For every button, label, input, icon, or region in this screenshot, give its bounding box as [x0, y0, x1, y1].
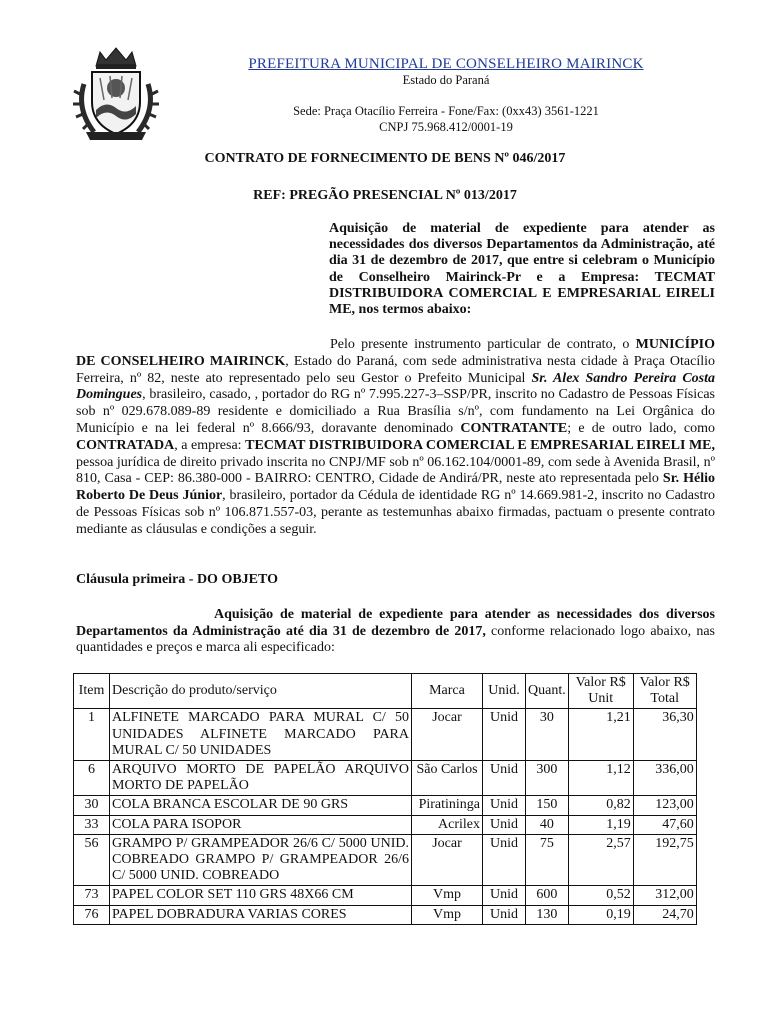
table-header-row: [74, 674, 697, 709]
header-quantity: Quant.: [526, 674, 569, 709]
mayor-name: Sr. Alex Sandro Pereira Costa Domingues: [76, 370, 715, 403]
header-description: Descrição do produto/serviço: [110, 674, 412, 709]
cell-unit-price: 1,12: [568, 761, 633, 796]
table-row: [74, 905, 697, 924]
cell-total-price: 336,00: [633, 761, 696, 796]
preamble-text: Pelo presente instrumento particular de contrato, o: [330, 337, 636, 352]
contract-preamble: [76, 337, 715, 539]
cell-unit-price: 0,82: [568, 796, 633, 815]
cell-brand: Vmp: [412, 886, 483, 905]
header-unit-price: Valor R$ Unit: [568, 674, 633, 709]
header-item: Item: [74, 674, 110, 709]
contratante-label: CONTRATANTE: [460, 420, 568, 436]
cell-brand: São Carlos: [412, 761, 483, 796]
cell-brand: Jocar: [412, 709, 483, 761]
table-row: [74, 834, 697, 886]
company-name: TECMAT DISTRIBUIDORA COMERCIAL E EMPRESARIAL EIRELI ME,: [245, 437, 716, 453]
clause-one-text: [76, 607, 715, 657]
cell-total-price: 47,60: [633, 815, 696, 834]
cell-unit: Unid: [483, 905, 526, 924]
cell-unit-price: 1,19: [568, 815, 633, 834]
table-row: [74, 761, 697, 796]
cell-unit: Unid: [483, 834, 526, 886]
cell-item: 73: [74, 886, 110, 905]
cell-brand: Jocar: [412, 834, 483, 886]
cell-description: PAPEL COLOR SET 110 GRS 48X66 CM: [110, 886, 412, 905]
municipality-name: MUNICÍPIO DE CONSELHEIRO MAIRINCK: [76, 337, 715, 369]
cell-quantity: 130: [526, 905, 569, 924]
municipal-coat-of-arms-icon: [66, 44, 166, 144]
cell-item: 30: [74, 796, 110, 815]
object-conditions: conforme relacionado logo abaixo, nas quantidades e preços e marca ali especificado:: [76, 623, 715, 656]
object-description: Aquisição de material de expediente para atender as necessidades dos diversos Departamentos da Administração até dia 31 de dezembro de 2017,: [76, 607, 715, 639]
cell-quantity: 150: [526, 796, 569, 815]
cell-description: GRAMPO P/ GRAMPEADOR 26/6 C/ 5000 UNID. COBREADO GRAMPO P/ GRAMPEADOR 26/6 C/ 5000 UNID. COBREADO: [110, 834, 412, 886]
cell-total-price: 24,70: [633, 905, 696, 924]
cell-unit-price: 0,19: [568, 905, 633, 924]
cell-total-price: 36,30: [633, 709, 696, 761]
cell-total-price: 312,00: [633, 886, 696, 905]
cell-quantity: 30: [526, 709, 569, 761]
contract-summary: Aquisição de material de expediente para atender as necessidades dos diversos Departamentos da Administração, até dia 31 de dezembro de 2017, que entre si celebram o Município de Conselheiro Mairinck-Pr e a Empresa: TECMAT DISTRIBUIDORA COMERCIAL E EMPRESARIAL EIRELI ME, nos termos abaixo:: [329, 221, 715, 318]
cell-unit: Unid: [483, 709, 526, 761]
cell-total-price: 192,75: [633, 834, 696, 886]
preamble-text: ; e de outro lado, como: [567, 420, 715, 436]
cell-item: 1: [74, 709, 110, 761]
contract-reference: REF: PREGÃO PRESENCIAL Nº 013/2017: [253, 188, 517, 203]
preamble-text: , brasileiro, portador da Cédula de identidade RG nº 14.669.981-2, inscrito no Cadastro de Pessoas Físicas sob nº 106.871.557-03, perante as testemunhas abaixo firmadas, pactuam o presente contrato mediante as cláusulas e condições a seguir.: [76, 488, 715, 537]
cell-quantity: 75: [526, 834, 569, 886]
preamble-text: , Estado do Paraná, com sede administrativa nesta cidade à Praça Otacílio Ferreira, nº 82, neste ato representado pelo seu Gestor o Prefeito Municipal: [76, 353, 715, 386]
header-total-price: Valor R$ Total: [633, 674, 696, 709]
cell-unit: Unid: [483, 886, 526, 905]
cell-brand: Piratininga: [412, 796, 483, 815]
table-row: [74, 886, 697, 905]
header-unit: Unid.: [483, 674, 526, 709]
cell-total-price: 123,00: [633, 796, 696, 815]
cell-quantity: 300: [526, 761, 569, 796]
state-line: Estado do Paraná: [402, 73, 490, 87]
clause-one-title: Cláusula primeira - DO OBJETO: [76, 572, 278, 587]
cell-quantity: 40: [526, 815, 569, 834]
table-row: [74, 815, 697, 834]
cell-brand: Vmp: [412, 905, 483, 924]
cell-item: 6: [74, 761, 110, 796]
address-line: Sede: Praça Otacílio Ferreira - Fone/Fax: (0xx43) 3561-1221: [293, 104, 599, 118]
cnpj-line: CNPJ 75.968.412/0001-19: [379, 120, 513, 134]
cell-quantity: 600: [526, 886, 569, 905]
cell-description: COLA BRANCA ESCOLAR DE 90 GRS: [110, 796, 412, 815]
representative-name: Sr. Hélio Roberto De Deus Júnior: [76, 471, 715, 504]
table-row: [74, 709, 697, 761]
preamble-text: , brasileiro, casado, , portador do RG nº 7.995.227-3–SSP/PR, inscrito no Cadastro de Pessoas Físicas sob nº 029.678.089-89 residente e domiciliado a Rua Brasília s/nº, com fundamento na Lei Orgânica do Município e na lei federal nº 8.666/93, doravante denominado: [76, 387, 715, 436]
cell-brand: Acrilex: [412, 815, 483, 834]
preamble-text: pessoa jurídica de direito privado inscrita no CNPJ/MF sob nº 06.162.104/0001-89, com sede à Avenida Brasil, nº 810, Casa - CEP: 86.380-000 - BAIRRO: CENTRO, Cidade de Andirá/PR, neste ato representada pelo: [76, 454, 715, 487]
cell-description: PAPEL DOBRADURA VARIAS CORES: [110, 905, 412, 924]
cell-unit: Unid: [483, 796, 526, 815]
municipality-title: PREFEITURA MUNICIPAL DE CONSELHEIRO MAIRINCK: [248, 56, 644, 72]
table-row: [74, 796, 697, 815]
cell-unit-price: 1,21: [568, 709, 633, 761]
cell-unit-price: 2,57: [568, 834, 633, 886]
cell-item: 56: [74, 834, 110, 886]
cell-description: ARQUIVO MORTO DE PAPELÃO ARQUIVO MORTO DE PAPELÃO: [110, 761, 412, 796]
contratada-label: CONTRATADA: [76, 437, 175, 453]
items-table: [73, 673, 697, 925]
cell-unit: Unid: [483, 815, 526, 834]
cell-description: ALFINETE MARCADO PARA MURAL C/ 50 UNIDADES ALFINETE MARCADO PARA MURAL C/ 50 UNIDADES: [110, 709, 412, 761]
cell-description: COLA PARA ISOPOR: [110, 815, 412, 834]
cell-item: 33: [74, 815, 110, 834]
contract-title: CONTRATO DE FORNECIMENTO DE BENS Nº 046/2017: [204, 151, 566, 166]
cell-unit: Unid: [483, 761, 526, 796]
cell-item: 76: [74, 905, 110, 924]
cell-unit-price: 0,52: [568, 886, 633, 905]
header-brand: Marca: [412, 674, 483, 709]
preamble-text: , a empresa:: [174, 437, 246, 453]
